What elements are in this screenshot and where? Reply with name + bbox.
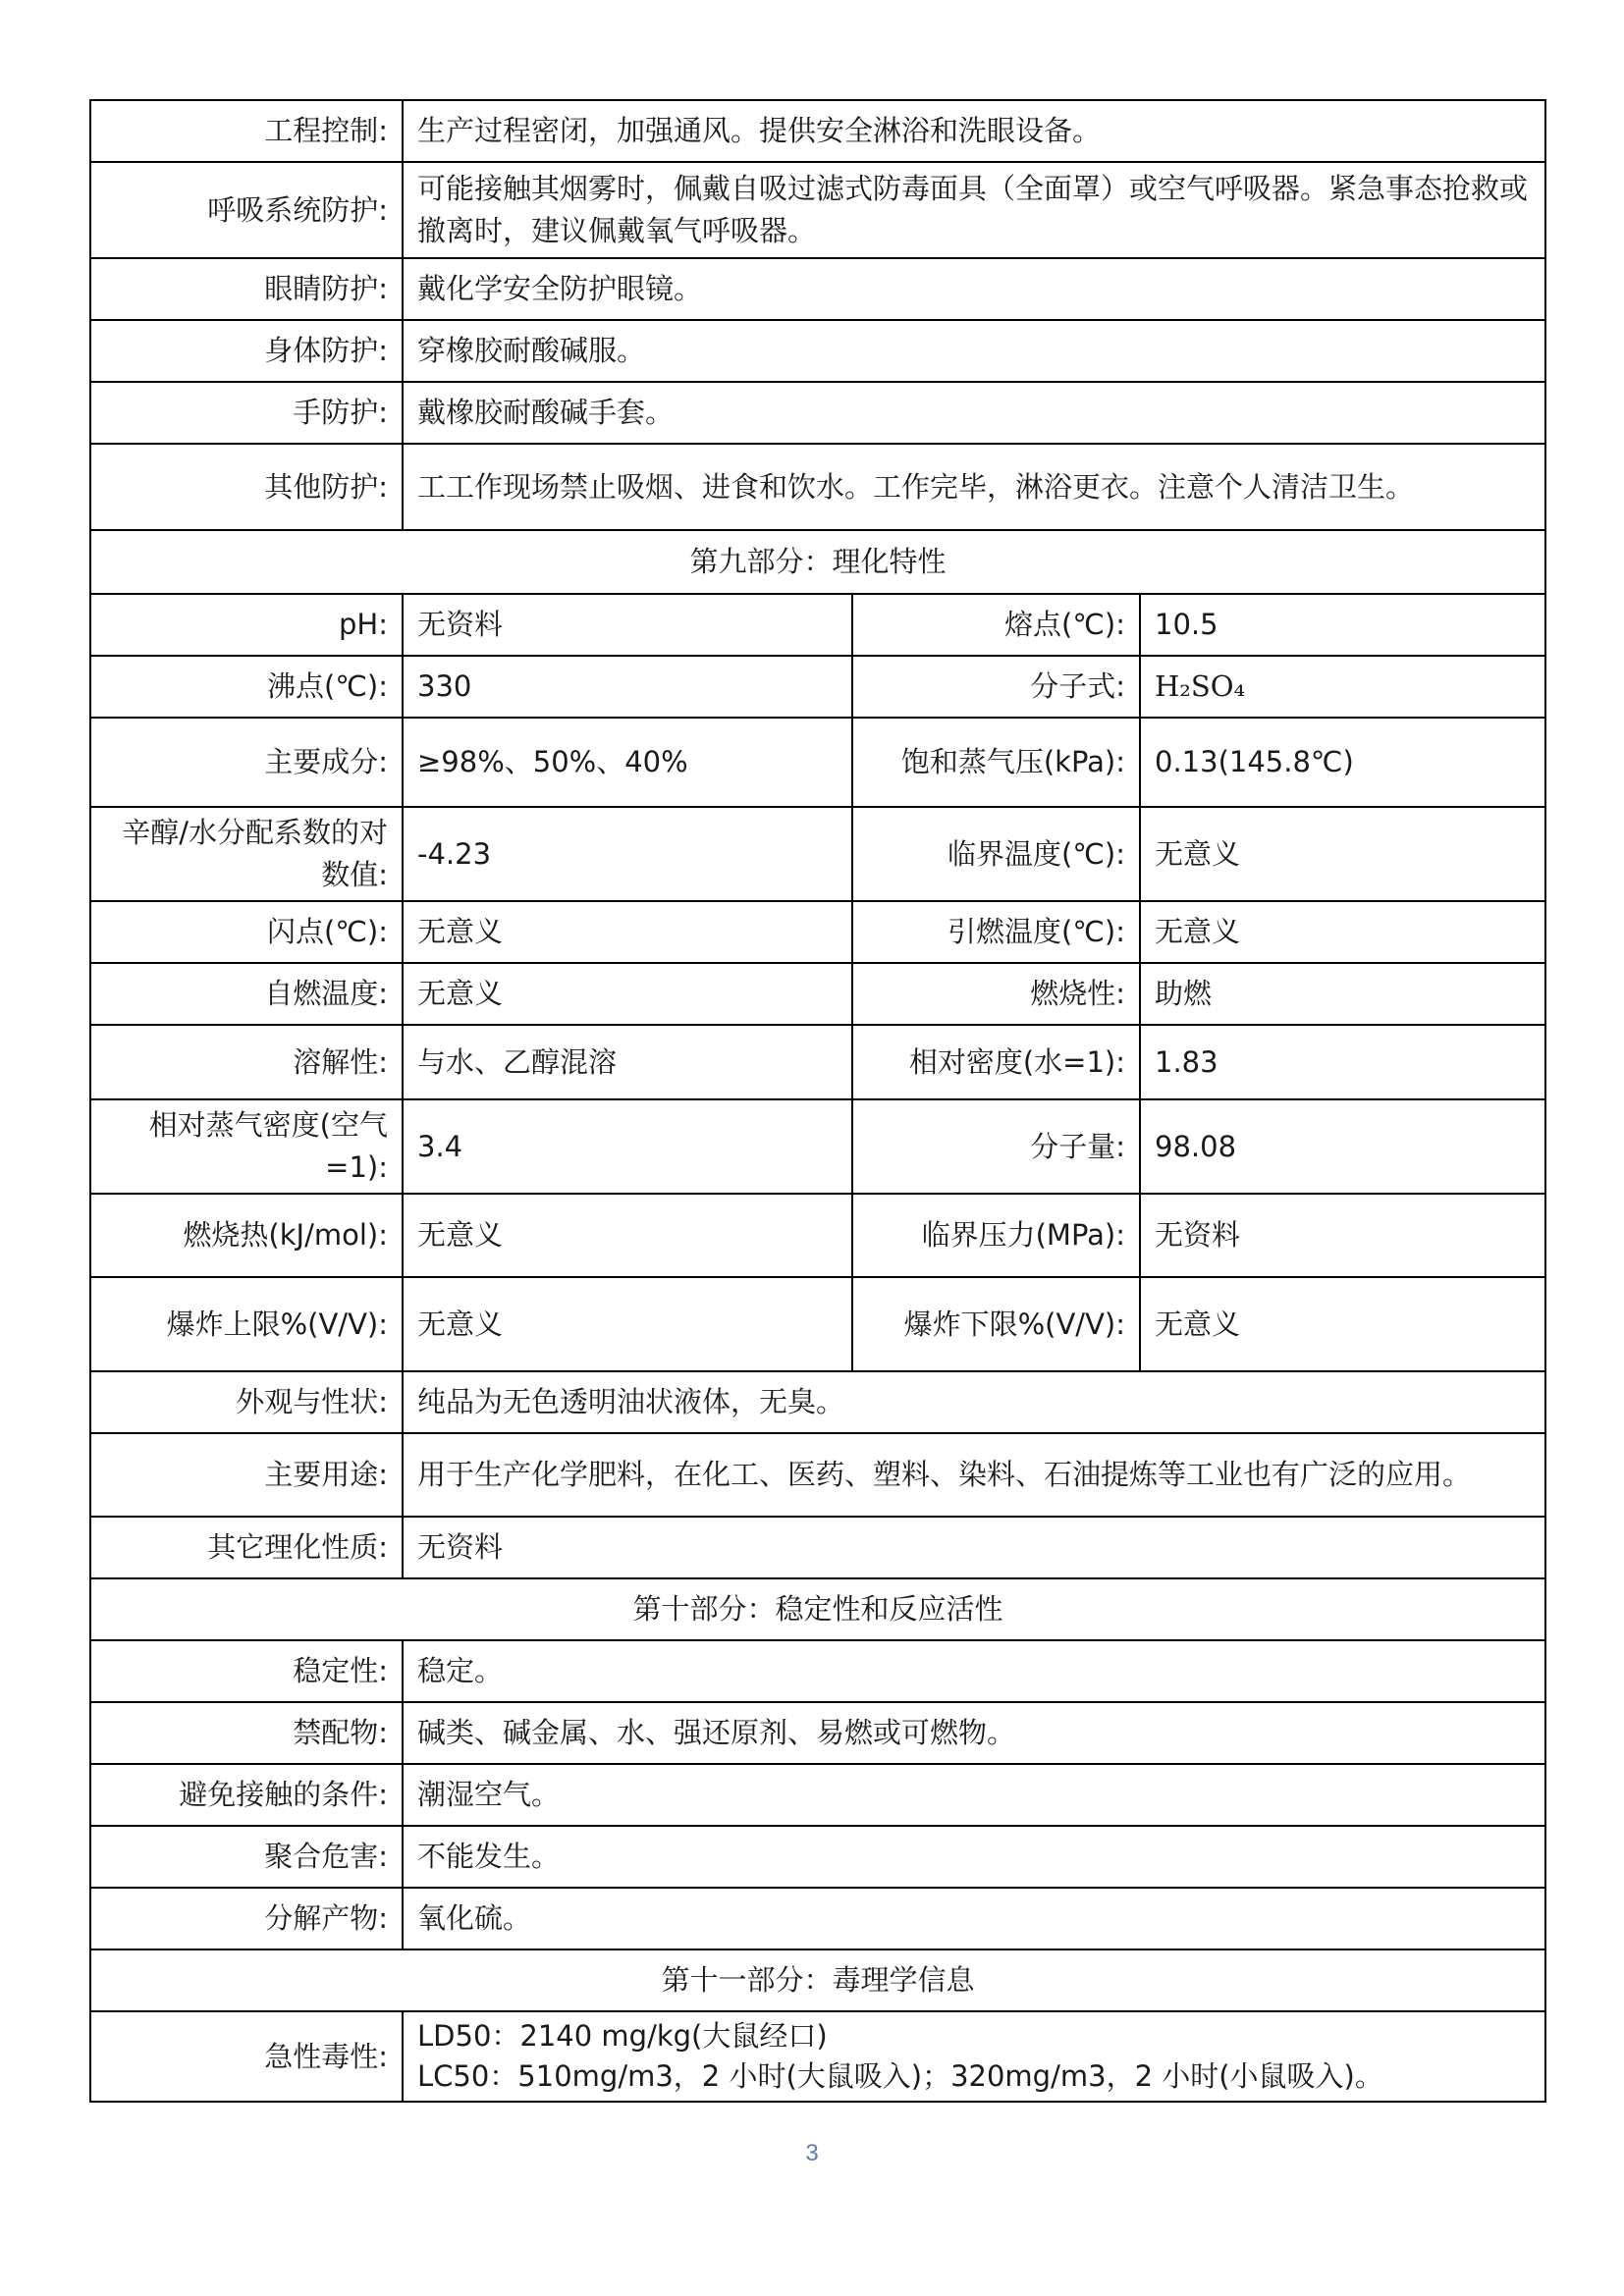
value-hand-protection: 戴橡胶耐酸碱手套。 xyxy=(403,382,1545,444)
property-label: pH: xyxy=(90,594,403,656)
property-row xyxy=(90,1277,1545,1371)
label-eye-protection: 眼睛防护: xyxy=(90,258,403,320)
property-label: 自燃温度: xyxy=(90,963,403,1025)
property-value: 0.13(145.8℃) xyxy=(1140,718,1545,807)
value-appearance: 纯品为无色透明油状液体，无臭。 xyxy=(403,1371,1545,1433)
property-row xyxy=(90,656,1545,718)
row-engineering-control xyxy=(90,100,1545,162)
value-respiratory-protection: 可能接触其烟雾时，佩戴自吸过滤式防毒面具（全面罩）或空气呼吸器。紧急事态抢救或撤离时，建议佩戴氧气呼吸器。 xyxy=(403,162,1545,258)
property-label: 溶解性: xyxy=(90,1025,403,1099)
property-row xyxy=(90,1194,1545,1277)
row-hand-protection xyxy=(90,382,1545,444)
property-label: 沸点(℃): xyxy=(90,656,403,718)
stability-label: 分解产物: xyxy=(90,1888,403,1949)
property-value: 无资料 xyxy=(403,594,852,656)
value-acute-toxicity xyxy=(403,2011,1545,2102)
property-row xyxy=(90,963,1545,1025)
property-label: 分子量: xyxy=(852,1099,1140,1194)
stability-label: 避免接触的条件: xyxy=(90,1764,403,1826)
property-value: 无意义 xyxy=(403,1194,852,1277)
molecular-formula: H₂SO₄ xyxy=(1140,656,1545,718)
property-value: 1.83 xyxy=(1140,1025,1545,1099)
property-label: 辛醇/水分配系数的对数值: xyxy=(90,807,403,901)
label-main-uses: 主要用途: xyxy=(90,1433,403,1517)
stability-label: 稳定性: xyxy=(90,1640,403,1702)
label-appearance: 外观与性状: xyxy=(90,1371,403,1433)
property-value: ≥98%、50%、40% xyxy=(403,718,852,807)
property-row xyxy=(90,594,1545,656)
property-label: 相对蒸气密度(空气=1): xyxy=(90,1099,403,1194)
property-label: 爆炸上限%(V/V): xyxy=(90,1277,403,1371)
row-other-properties xyxy=(90,1517,1545,1578)
row-acute-toxicity xyxy=(90,2011,1545,2102)
section10-header-row xyxy=(90,1578,1545,1640)
acute-toxicity-ld50: LD50：2140 mg/kg(大鼠经口) xyxy=(417,2019,828,2053)
value-other-properties: 无资料 xyxy=(403,1517,1545,1578)
label-body-protection: 身体防护: xyxy=(90,320,403,382)
section11-title: 第十一部分：毒理学信息 xyxy=(90,1949,1545,2011)
property-label: 临界温度(℃): xyxy=(852,807,1140,901)
label-hand-protection: 手防护: xyxy=(90,382,403,444)
property-label: 燃烧性: xyxy=(852,963,1140,1025)
property-label: 临界压力(MPa): xyxy=(852,1194,1140,1277)
property-value: 与水、乙醇混溶 xyxy=(403,1025,852,1099)
stability-row xyxy=(90,1702,1545,1764)
label-other-protection: 其他防护: xyxy=(90,444,403,530)
property-row xyxy=(90,1099,1545,1194)
page-number: 3 xyxy=(805,2140,819,2166)
property-label: 熔点(℃): xyxy=(852,594,1140,656)
property-label: 分子式: xyxy=(852,656,1140,718)
property-value: 98.08 xyxy=(1140,1099,1545,1194)
property-value: 无意义 xyxy=(1140,1277,1545,1371)
stability-value: 潮湿空气。 xyxy=(403,1764,1545,1826)
property-label: 相对密度(水=1): xyxy=(852,1025,1140,1099)
property-label: 闪点(℃): xyxy=(90,901,403,963)
value-main-uses: 用于生产化学肥料，在化工、医药、塑料、染料、石油提炼等工业也有广泛的应用。 xyxy=(403,1433,1545,1517)
value-other-protection: 工工作现场禁止吸烟、进食和饮水。工作完毕，淋浴更衣。注意个人清洁卫生。 xyxy=(403,444,1545,530)
property-row xyxy=(90,901,1545,963)
property-value: 无意义 xyxy=(403,1277,852,1371)
property-value: 无意义 xyxy=(1140,807,1545,901)
property-label: 燃烧热(kJ/mol): xyxy=(90,1194,403,1277)
label-engineering-control: 工程控制: xyxy=(90,100,403,162)
property-value: 无资料 xyxy=(1140,1194,1545,1277)
row-body-protection xyxy=(90,320,1545,382)
stability-value: 碱类、碱金属、水、强还原剂、易燃或可燃物。 xyxy=(403,1702,1545,1764)
section9-header-row xyxy=(90,530,1545,594)
stability-value: 稳定。 xyxy=(403,1640,1545,1702)
property-value: 3.4 xyxy=(403,1099,852,1194)
stability-value: 不能发生。 xyxy=(403,1826,1545,1888)
property-value: -4.23 xyxy=(403,807,852,901)
value-body-protection: 穿橡胶耐酸碱服。 xyxy=(403,320,1545,382)
stability-row xyxy=(90,1888,1545,1949)
property-row xyxy=(90,1025,1545,1099)
property-value: 330 xyxy=(403,656,852,718)
stability-row xyxy=(90,1640,1545,1702)
section9-title: 第九部分：理化特性 xyxy=(90,530,1545,594)
property-label: 主要成分: xyxy=(90,718,403,807)
property-value: 助燃 xyxy=(1140,963,1545,1025)
label-other-properties: 其它理化性质: xyxy=(90,1517,403,1578)
row-respiratory-protection xyxy=(90,162,1545,258)
label-respiratory-protection: 呼吸系统防护: xyxy=(90,162,403,258)
row-eye-protection xyxy=(90,258,1545,320)
stability-label: 禁配物: xyxy=(90,1702,403,1764)
stability-value: 氧化硫。 xyxy=(403,1888,1545,1949)
row-main-uses xyxy=(90,1433,1545,1517)
section11-header-row xyxy=(90,1949,1545,2011)
stability-row xyxy=(90,1764,1545,1826)
property-value: 10.5 xyxy=(1140,594,1545,656)
property-label: 饱和蒸气压(kPa): xyxy=(852,718,1140,807)
property-row xyxy=(90,807,1545,901)
property-label: 引燃温度(℃): xyxy=(852,901,1140,963)
row-appearance xyxy=(90,1371,1545,1433)
label-acute-toxicity: 急性毒性: xyxy=(90,2011,403,2102)
property-value: 无意义 xyxy=(403,963,852,1025)
stability-label: 聚合危害: xyxy=(90,1826,403,1888)
property-value: 无意义 xyxy=(1140,901,1545,963)
stability-row xyxy=(90,1826,1545,1888)
msds-table xyxy=(89,99,1546,2103)
property-row xyxy=(90,718,1545,807)
section10-title: 第十部分：稳定性和反应活性 xyxy=(90,1578,1545,1640)
acute-toxicity-lc50: LC50：510mg/m3，2 小时(大鼠吸入)；320mg/m3，2 小时(小鼠吸入)。 xyxy=(417,2059,1383,2093)
property-value: 无意义 xyxy=(403,901,852,963)
property-label: 爆炸下限%(V/V): xyxy=(852,1277,1140,1371)
value-engineering-control: 生产过程密闭，加强通风。提供安全淋浴和洗眼设备。 xyxy=(403,100,1545,162)
row-other-protection xyxy=(90,444,1545,530)
value-eye-protection: 戴化学安全防护眼镜。 xyxy=(403,258,1545,320)
